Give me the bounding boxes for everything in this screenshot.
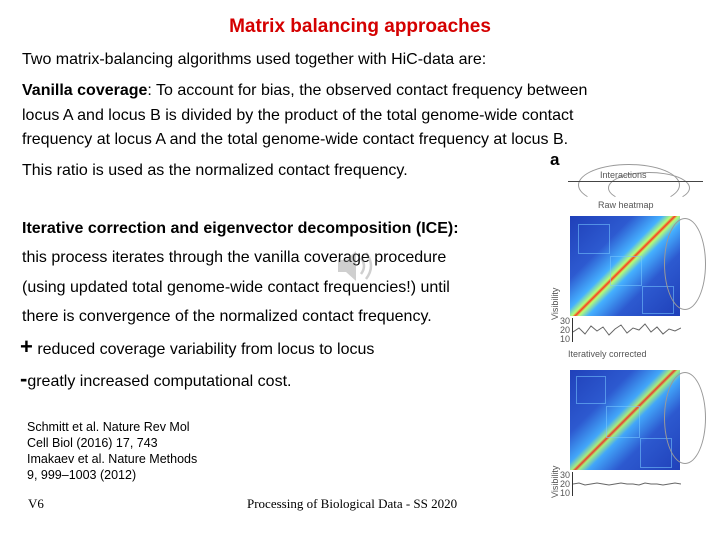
tad-block	[610, 256, 642, 286]
panel-label: a	[550, 150, 560, 169]
axis-line	[568, 181, 703, 182]
footer-version: V6	[28, 496, 44, 511]
tick-label: 30	[560, 470, 571, 480]
pros-text: reduced coverage variability from locus to locus	[37, 341, 375, 358]
slide-title: Matrix balancing approaches	[229, 16, 491, 37]
vanilla-line-1	[22, 79, 587, 103]
footer-course: Processing of Biological Data - SS 2020	[247, 496, 458, 511]
visibility-label: Visibility	[550, 465, 560, 498]
vanilla-line-4: This ratio is used as the normalized contact frequency.	[22, 162, 408, 179]
tad-block	[578, 224, 610, 254]
raw-heatmap-label: Raw heatmap	[598, 200, 654, 210]
vanilla-line-1-rest: : To account for bias, the observed contact frequency between	[147, 82, 588, 99]
reference-line: Schmitt et al. Nature Rev Mol	[27, 420, 190, 434]
tick-label: 20	[560, 479, 571, 489]
side-arc	[664, 218, 706, 310]
ice-heading: Iterative correction and eigenvector decomposition (ICE):	[22, 220, 459, 237]
vanilla-line-2: locus A and locus B is divided by the product of the total genome‐wide contact	[22, 107, 574, 124]
corrected-label: Iteratively corrected	[568, 349, 647, 359]
visibility-track	[573, 472, 681, 496]
cons-line	[20, 367, 291, 394]
vanilla-line-3: frequency at locus A and the total genome-wide contact frequency at locus B.	[22, 131, 569, 148]
reference-line: 9, 999–1003 (2012)	[27, 468, 137, 482]
tick-label: 30	[560, 316, 571, 326]
references	[27, 419, 197, 483]
visibility-track	[573, 318, 681, 342]
tick-label: 10	[560, 488, 571, 498]
pros-line	[20, 335, 374, 362]
reference-line: Imakaev et al. Nature Methods	[27, 452, 198, 466]
reference-line: Cell Biol (2016) 17, 743	[27, 436, 158, 450]
tad-block	[606, 406, 640, 438]
speaker-icon[interactable]	[334, 246, 384, 286]
plus-sign: +	[20, 334, 33, 359]
interactions-label: Interactions	[600, 170, 647, 180]
minus-sign: -	[20, 366, 28, 391]
cons-text: greatly increased computational cost.	[27, 373, 292, 390]
ice-line-3: there is convergence of the normalized contact frequency.	[22, 308, 432, 325]
tick-label: 10	[560, 334, 571, 344]
tad-block	[576, 376, 606, 404]
visibility-label: Visibility	[550, 287, 560, 320]
hic-figure	[548, 148, 708, 508]
ice-line-1: this process iterates through the vanilla coverage procedure	[22, 249, 447, 266]
side-arc	[664, 372, 706, 464]
tick-label: 20	[560, 325, 571, 335]
intro-text: Two matrix-balancing algorithms used together with HiC-data are:	[22, 51, 487, 68]
vanilla-term: Vanilla coverage	[22, 82, 148, 99]
ice-line-2: (using updated total genome-wide contact frequencies!) until	[22, 279, 450, 296]
